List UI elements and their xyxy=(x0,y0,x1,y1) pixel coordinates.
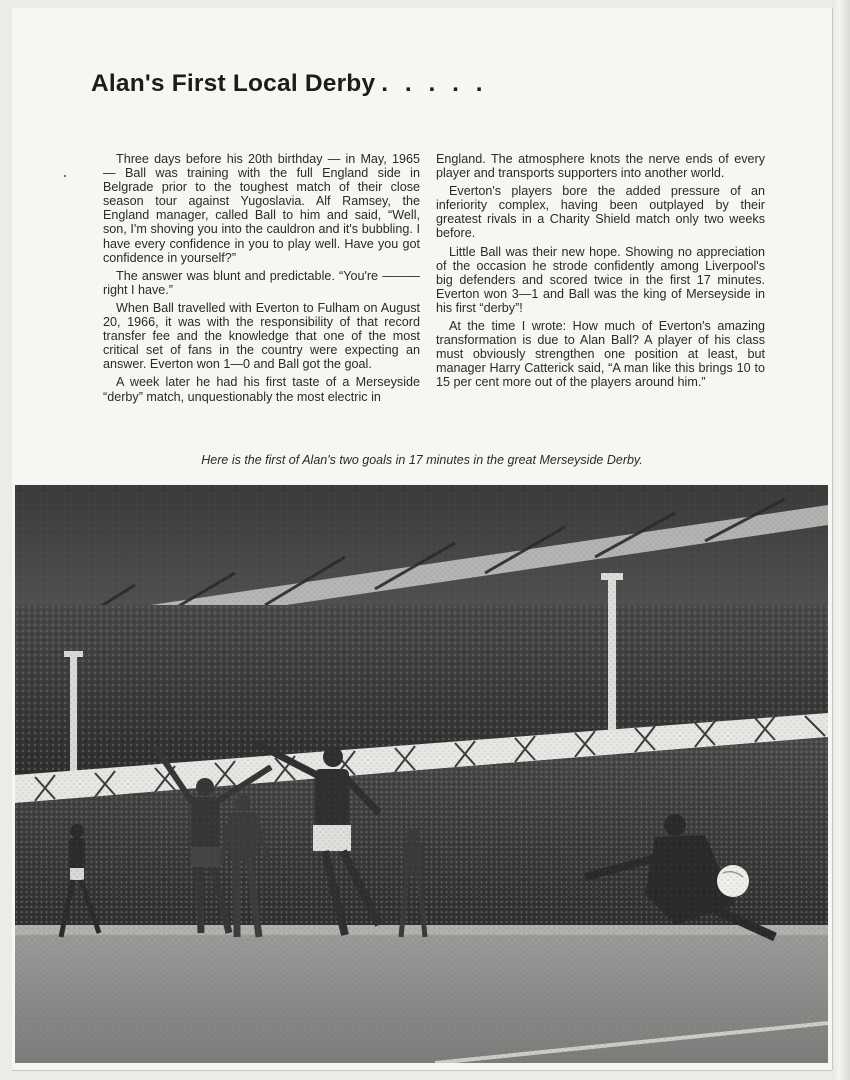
left-column xyxy=(103,152,420,408)
paragraph: England. The atmosphere knots the nerve ends of every player and transports supporters into another world. xyxy=(436,152,765,181)
magazine-page xyxy=(12,8,832,1070)
page-edge xyxy=(832,0,850,1080)
paragraph: Everton's players bore the added pressure of an inferiority complex, having been outplayed by their greatest rivals in a Charity Shield match only two weeks before. xyxy=(436,184,765,241)
match-photo xyxy=(15,485,828,1063)
article-title xyxy=(91,70,488,98)
paragraph: At the time I wrote: How much of Everton's amazing transformation is due to Alan Ball? A player of his class must obviously strengthen one position at least, but manager Harry Catterick said, “A man like this brings 10 to 15 per cent more out of the players around him.” xyxy=(436,319,765,390)
paragraph: When Ball travelled with Everton to Fulham on August 20, 1966, it was with the responsibility of that record transfer fee and the knowledge that one of the most critical set of fans in the country were expecting an answer. Everton won 1—0 and Ball got the goal. xyxy=(103,300,420,372)
article-title-text: Alan's First Local Derby xyxy=(91,70,376,97)
paragraph: Three days before his 20th birthday — in May, 1965 — Ball was training with the full England side in Belgrade prior to the toughest match of their close season tour against Yugoslavia. Alf Ramsey, the England manager, called Ball to him and said, “Well, son, I'm shoving you into the cauldron and it's bubbling. I have every confidence in you to play well. Have you got confidence in yourself?” xyxy=(103,152,420,265)
article-title-dots: . . . . . xyxy=(381,70,488,97)
paragraph: The answer was blunt and predictable. “You're ——— right I have.” xyxy=(103,268,420,297)
right-column xyxy=(436,152,765,394)
paragraph: A week later he had his first taste of a Merseyside “derby” match, unquestionably the most electric in xyxy=(103,375,420,404)
paragraph: Little Ball was their new hope. Showing no appreciation of the occasion he strode confidently among Liverpool's big defenders and scored twice in the first 17 minutes. Everton won 3—1 and Ball was the king of Merseyside in his first “derby”! xyxy=(436,244,765,315)
photo-caption: Here is the first of Alan's two goals in 17 minutes in the great Merseyside Derby. xyxy=(201,453,643,467)
print-speck xyxy=(64,175,66,177)
match-photo-illustration xyxy=(15,485,828,1063)
